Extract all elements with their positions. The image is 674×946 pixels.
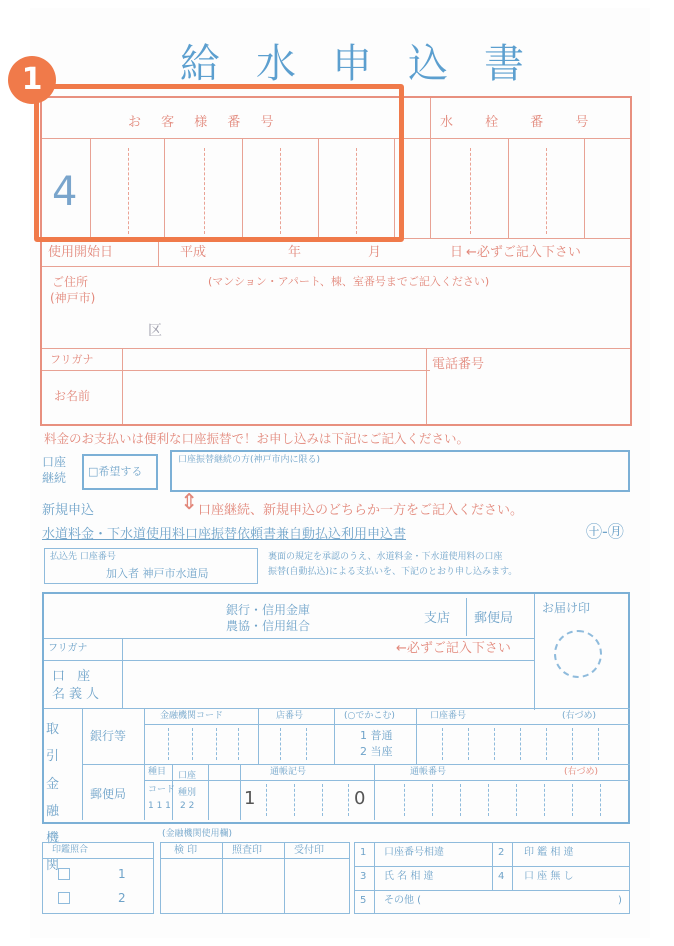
day-label: 日 [450,245,464,260]
continue-checkbox-label[interactable]: □希望する [88,465,143,478]
customer-number-digit[interactable]: 4 [52,169,78,215]
current-option[interactable]: 2 当座 [360,745,393,758]
bank-row-label: 銀行等 [90,729,127,743]
seal-label: お届け印 [542,601,591,615]
sym-last-digit[interactable]: 0 [354,788,366,809]
form-badges: ㊉-㊊ [586,522,624,541]
passbook-no-label: 通帳番号 [410,767,447,777]
institution-label: 取引 金融 機関 [46,722,60,874]
choose-one-note: 口座継続、新規申込のどちらか一方をご記入ください。 [198,503,524,518]
code-label: コード [148,785,176,795]
meter-number-label: 水 栓 番 号 [440,115,603,130]
post-row-label: 郵便局 [90,787,127,801]
reason-1: 口座番号相違 [384,847,444,858]
ordinary-option[interactable]: 1 普通 [360,729,393,742]
start-date-label: 使用開始日 [48,245,114,260]
bank-must-fill: ←必ずご記入下さい [396,641,511,656]
check-stamp-label: 検 印 [174,845,198,856]
phone-label: 電話番号 [432,357,485,372]
ward-label: 区 [148,323,162,339]
continue-box-caption: 口座振替継続の方(神戸市内に限る) [178,455,321,465]
kind-value: 2 2 [180,801,195,811]
reason-num-5: 5 [360,895,367,906]
seal-circle[interactable] [554,630,602,678]
option-2-label: 2 [118,891,126,905]
kind-label: 種目 [148,767,167,777]
payee-line-1: 払込先 口座番号 [50,552,116,562]
right-align-label: (右づめ) [562,711,597,721]
account-holder-label: 口 座 名義人 [52,669,104,703]
reason-num-3: 3 [360,871,367,882]
post-office-label: 郵便局 [474,611,514,626]
reason-3: 氏 名 相 違 [384,871,434,882]
callout-number: 1 [21,62,43,97]
code-value: 1 1 1 [148,801,171,811]
payment-notice: 料金のお支払いは便利な口座振替で！お申し込みは下記にご記入ください。 [44,431,470,446]
fi-use-label: (金融機関使用欄) [162,829,233,839]
address-city: (神戸市) [50,291,96,305]
reason-num-4: 4 [498,871,505,882]
deposit-type-label: (○でかこむ) [344,711,395,721]
transfer-form-title: 水道料金・下水道使用料口座振替依頼書兼自動払込利用申込書 [42,527,407,542]
highlight-box [34,84,404,242]
option-1-checkbox[interactable] [58,868,70,880]
consent-line-1: 裏面の規定を承認のうえ、水道料金・下水道使用料の口座 [268,552,503,562]
seal-check-label: 印鑑照合 [52,845,89,855]
year-label: 年 [288,245,302,260]
month-label: 月 [368,245,382,260]
address-note: (マンション・アパート、棟、室番号までご記入ください) [208,275,490,288]
store-code-label: 店番号 [276,711,304,721]
address-label: ご住所 [52,275,89,289]
new-apply-label: 新規申込 [42,503,95,518]
name-label: お名前 [54,389,91,403]
account-kind-label: 口座 種別 [178,771,197,799]
reason-num-1: 1 [360,847,367,858]
bank-furigana-label: フリガナ [48,643,88,654]
must-fill-note: ←必ずご記入下さい [466,245,581,260]
passbook-sym-label: 通帳記号 [270,767,307,777]
reason-5: その他 ( [384,895,422,906]
right-align-label-2: (右づめ) [564,767,599,777]
verify-stamp-label: 照査印 [232,845,262,856]
account-continue-label: 口座 継続 [42,455,67,485]
inst-code-label: 金融機関コード [160,711,224,721]
furigana-label: フリガナ [50,353,94,366]
option-2-checkbox[interactable] [58,892,70,904]
bank-types: 銀行・信用金庫 [226,603,311,617]
form-title: 給水申込書 [180,41,560,87]
reason-4: 口 座 無 し [524,871,574,882]
receipt-stamp-label: 受付印 [294,845,324,856]
customer-number-label: お 客 様 番 号 [128,115,282,130]
consent-line-2: 振替(自動払込)による支払いを、下記のとおり申し込みます。 [268,567,518,577]
account-no-label: 口座番号 [430,711,467,721]
coop-types: 農協・信用組合 [226,619,311,633]
era-label: 平成 [180,245,207,260]
reason-num-2: 2 [498,847,505,858]
payee-line-2: 加入者 神戸市水道局 [106,567,209,580]
arrow-symbol: ⇕ [180,490,199,515]
reason-2: 印 鑑 相 違 [524,847,574,858]
reason-close-paren: ) [618,895,622,906]
option-1-label: 1 [118,867,126,881]
sym-first-digit[interactable]: 1 [244,788,256,809]
callout-badge [8,56,56,104]
branch-label: 支店 [424,611,451,626]
